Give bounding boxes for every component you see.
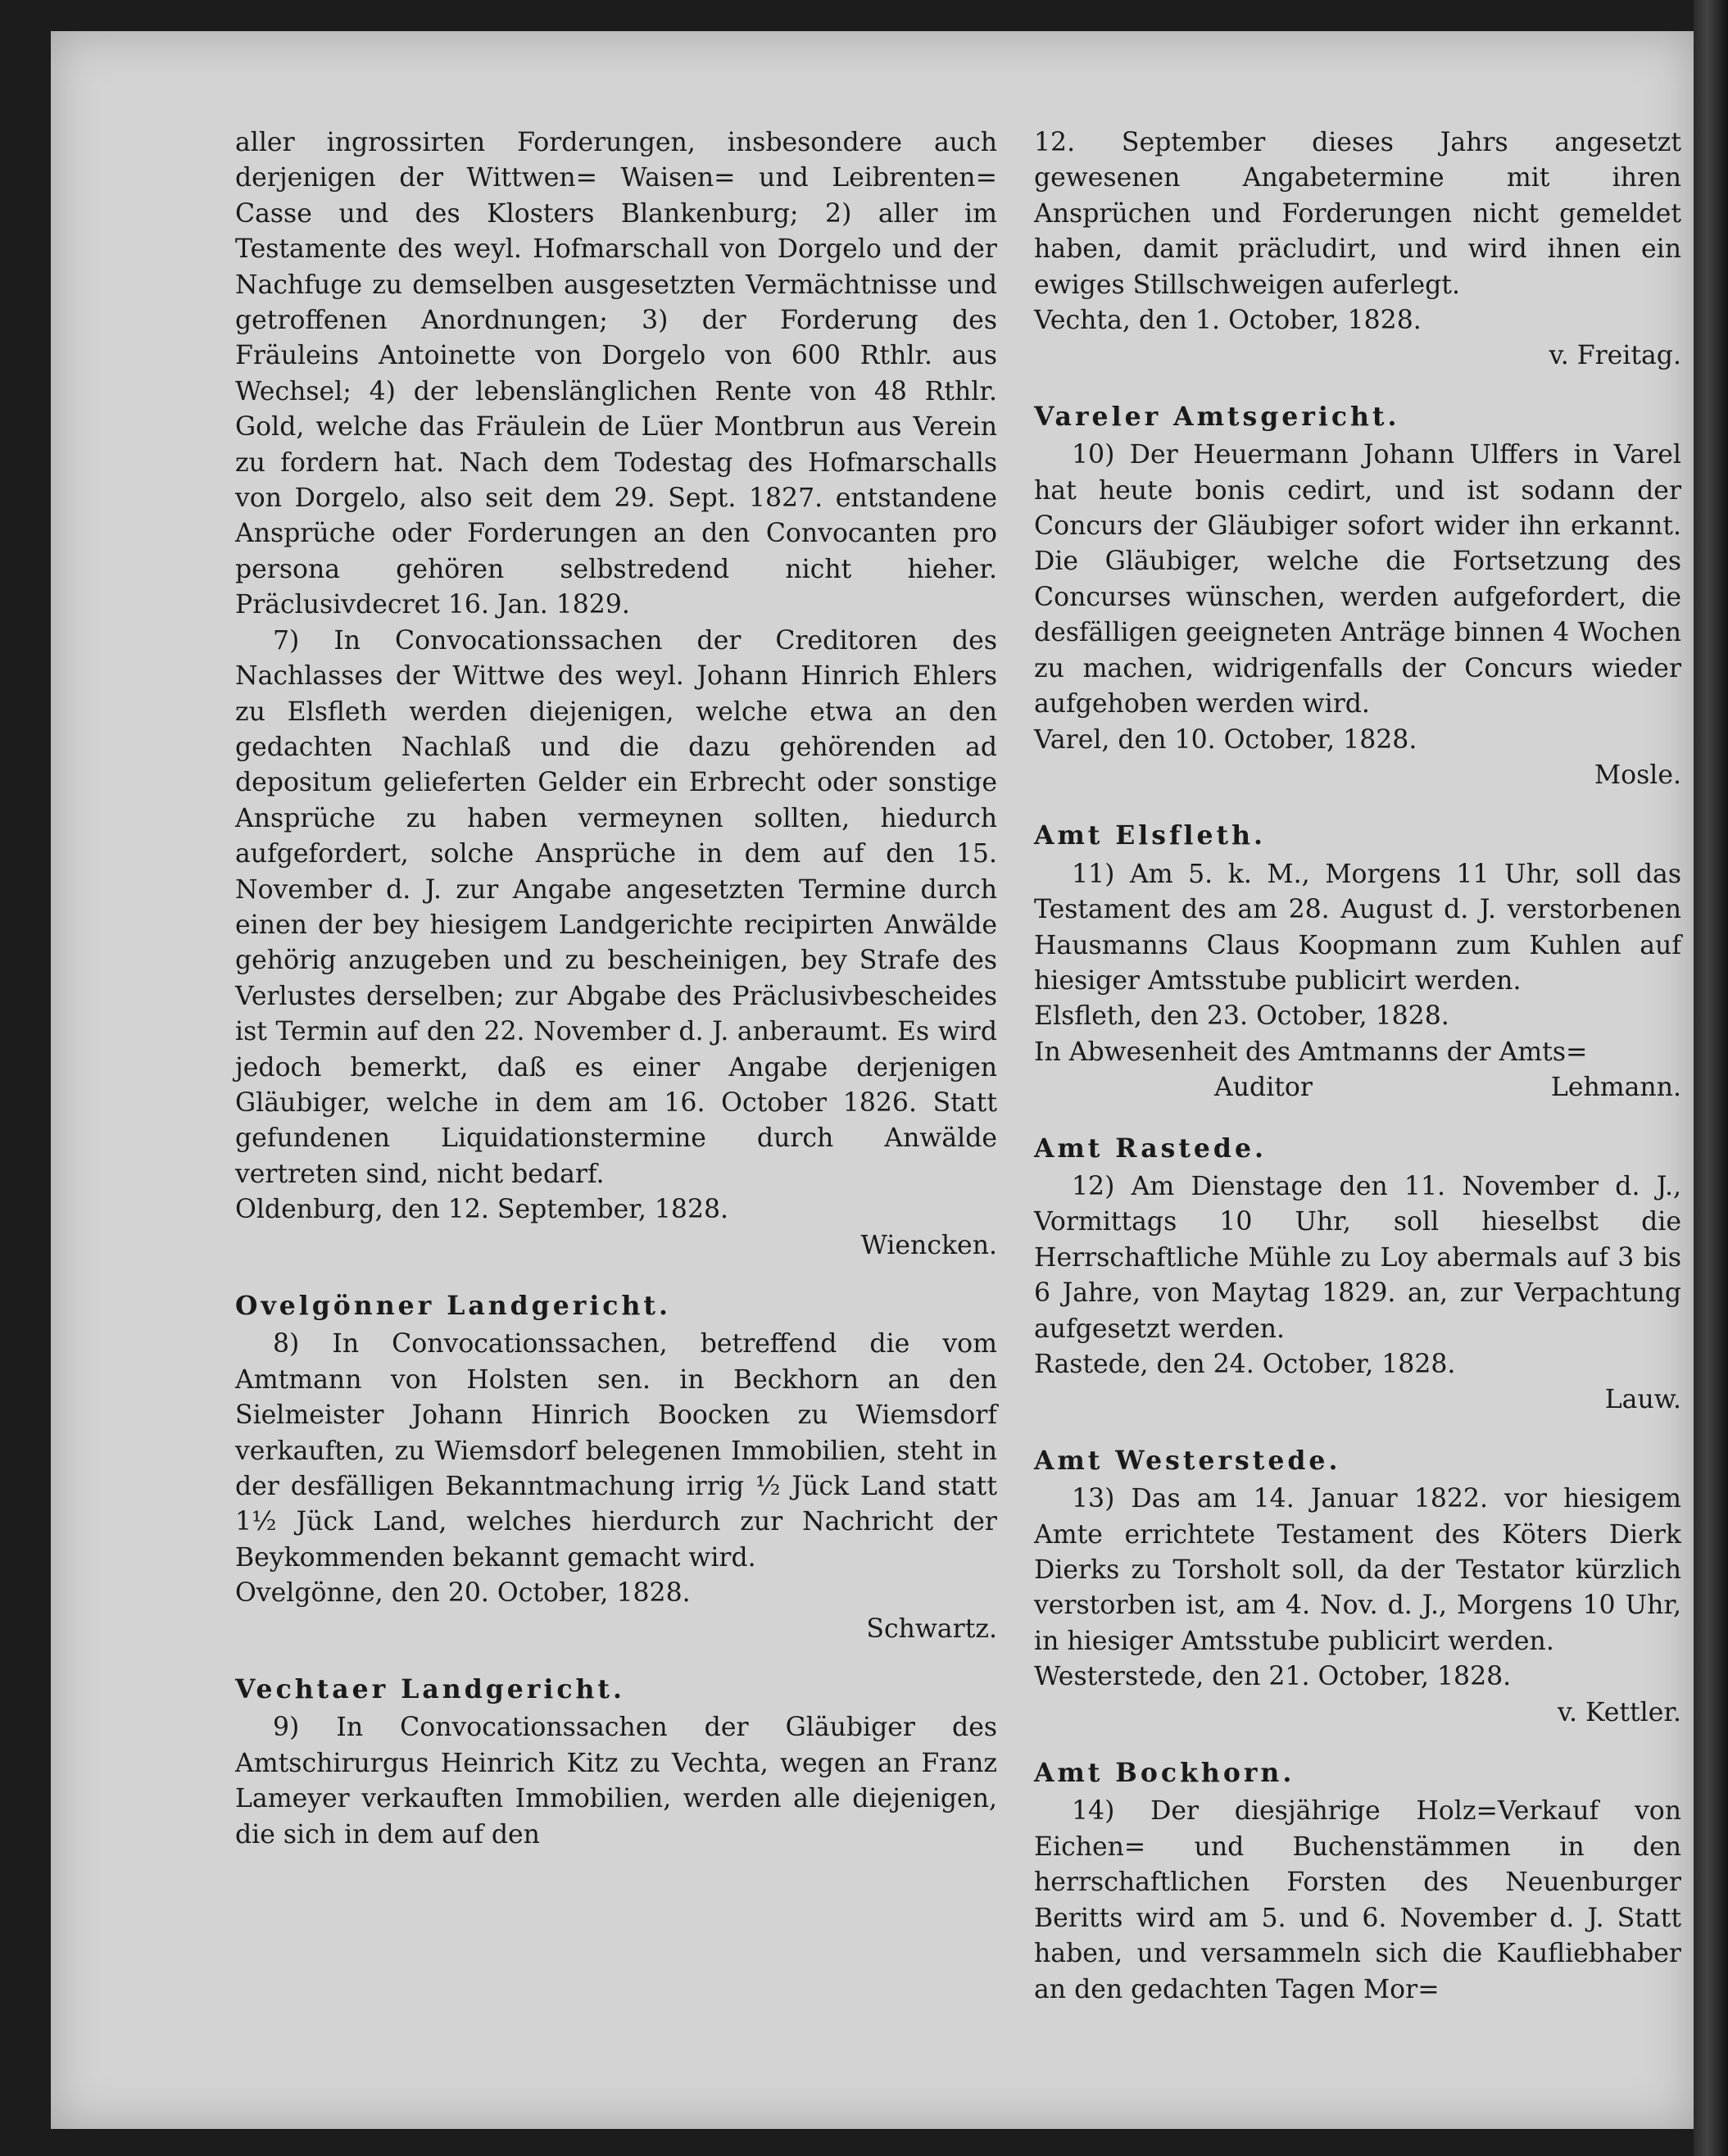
paragraph-9: 9) In Convocationssachen der Gläubiger des Amtschirurgus Heinrich Kitz zu Vechta, wegen an Franz Lameyer verkauften Immobilien, werden alle diejenigen, die sich in dem auf den: [235, 1713, 997, 1850]
place-date-oldenburg: Oldenburg, den 12. September, 1828.: [235, 1195, 729, 1225]
signer-schwartz: Schwartz.: [866, 1614, 997, 1644]
newspaper-page: [51, 31, 1694, 2129]
heading-varel: Vareler Amtsgericht.: [1034, 401, 1400, 432]
heading-bockhorn: Amt Bockhorn.: [1034, 1758, 1295, 1789]
place-date-westerstede: Westerstede, den 21. October, 1828.: [1034, 1662, 1512, 1692]
paragraph-creditors-dorgelo: aller ingrossirten Forderungen, insbesondere auch derjenigen der Wittwen= Waisen= und Leibrenten= Casse und des Klosters Blankenburg; 2) aller im Testamente des weyl. Hofmarschall von Dorgelo und der Nachfuge zu demselben ausgesetzten Vermächtnisse und getroffenen Anordnungen; 3) der Forderung des Fräuleins Antoinette von Dorgelo von 600 Rthlr. aus Wechsel; 4) der lebenslänglichen Rente von 48 Rthlr. Gold, welche das Fräulein de Lüer Montbrun aus Verein zu fordern hat. Nach dem Todestag des Hofmarschalls von Dorgelo, also seit dem 29. Sept. 1827. entstandene Ansprüche oder Forderungen an den Convocanten pro persona gehören selbstredend nicht hieher. Präclusivdecret 16. Jan. 1829.: [235, 128, 997, 620]
absence-note: In Abwesenheit des Amtmanns der Amts=: [1034, 1037, 1588, 1067]
heading-elsfleth: Amt Elsfleth.: [1034, 820, 1266, 851]
auditor-label: Auditor: [1214, 1073, 1313, 1103]
paragraph-10: 10) Der Heuermann Johann Ulffers in Varel hat heute bonis cedirt, und ist sodann der Concurs der Gläubiger sofort wider ihn erkannt. Die Gläubiger, welche die Fortsetzung des Concurses wünschen, werden aufgefordert, die desfälligen geeigneten Anträge binnen 4 Wochen zu machen, widrigenfalls der Concurs wieder aufgehoben werden wird.: [1034, 440, 1681, 719]
paragraph-12: 12) Am Dienstage den 11. November d. J., Vormittags 10 Uhr, soll hieselbst die Herrschaftliche Mühle zu Loy abermals auf 3 bis 6 Jahre, von Maytag 1829. an, zur Verpachtung aufgesetzt werden.: [1034, 1171, 1681, 1344]
place-date-rastede: Rastede, den 24. October, 1828.: [1034, 1350, 1456, 1379]
place-date-elsfleth: Elsfleth, den 23. October, 1828.: [1034, 1001, 1449, 1032]
paragraph-14: 14) Der diesjährige Holz=Verkauf von Eichen= und Buchenstämmen in den herrschaftlichen Forsten des Neuenburger Beritts wird am 5. und 6. November d. J. Statt haben, und versammeln sich die Kaufliebhaber an den gedachten Tagen Mor=: [1034, 1796, 1681, 2004]
paragraph-11: 11) Am 5. k. M., Morgens 11 Uhr, soll das Testament des am 28. August d. J. verstorbenen Hausmanns Claus Koopmann zum Kuhlen auf hiesiger Amtsstube publicirt werden.: [1034, 859, 1681, 996]
paragraph-8: 8) In Convocationssachen, betreffend die vom Amtmann von Holsten sen. in Beckhorn an den Sielmeister Johann Hinrich Boocken zu Wiemsdorf verkauften, zu Wiemsdorf belegenen Immobilien, steht in der desfälligen Bekanntmachung irrig ½ Jück Land statt 1½ Jück Land, welches hierdurch zur Nachricht der Beykommenden bekannt gemacht wird.: [235, 1329, 997, 1573]
signer-freitag: v. Freitag.: [1549, 341, 1681, 371]
paragraph-7: 7) In Convocationssachen der Creditoren des Nachlasses der Wittwe des weyl. Johann Hinrich Ehlers zu Elsfleth werden diejenigen, welche etwa an den gedachten Nachlaß und die dazu gehörenden ad depositum gelieferten Gelder ein Erbrecht oder sonstige Ansprüche zu haben vermeynen sollten, hiedurch aufgefordert, solche Ansprüche in dem auf den 15. November d. J. zur Angabe angesetzten Termine durch einen der bey hiesigem Landgerichte recipirten Anwälde gehörig anzugeben und zu bescheinigen, bey Strafe des Verlustes derselben; zur Abgabe des Präclusivbescheides ist Termin auf den 22. November d. J. anberaumt. Es wird jedoch bemerkt, daß es einer Angabe derjenigen Gläubiger, welche in dem am 16. October 1826. Statt gefundenen Liquidationstermine durch Anwälde vertreten sind, nicht bedarf.: [235, 625, 997, 1189]
place-date-varel: Varel, den 10. October, 1828.: [1034, 724, 1417, 755]
signer-lehmann: Lehmann.: [1550, 1073, 1681, 1103]
signer-lauw: Lauw.: [1604, 1385, 1681, 1415]
heading-vechta: Vechtaer Landgericht.: [235, 1674, 625, 1705]
paragraph-9-continued: 12. September dieses Jahrs angesetzt gewesenen Angabetermine mit ihren Ansprüchen und Forderungen nicht gemeldet haben, damit präcludirt, und wird ihnen ein ewiges Stillschweigen auferlegt.: [1034, 128, 1681, 300]
auditor-signature-row: [1034, 1070, 1681, 1105]
heading-ovelgonne: Ovelgönner Landgericht.: [235, 1291, 671, 1321]
place-date-vechta: Vechta, den 1. October, 1828.: [1034, 306, 1422, 336]
signer-kettler: v. Kettler.: [1557, 1697, 1681, 1727]
signer-mosle: Mosle.: [1594, 760, 1681, 790]
heading-rastede: Amt Rastede.: [1034, 1132, 1267, 1164]
place-date-ovelgonne: Ovelgönne, den 20. October, 1828.: [235, 1578, 691, 1609]
heading-westerstede: Amt Westerstede.: [1034, 1445, 1341, 1476]
right-column: [1034, 125, 1681, 2008]
scan-edge: [1694, 0, 1728, 2156]
left-column: [235, 125, 997, 1853]
signer-wiencken: Wiencken.: [860, 1230, 997, 1260]
paragraph-13: 13) Das am 14. Januar 1822. vor hiesigem Amte errichtete Testament des Köters Dierk Dierks zu Torsholt soll, da der Testator kürzlich verstorben ist, am 4. Nov. d. J., Morgens 10 Uhr, in hiesiger Amtsstube publicirt werden.: [1034, 1484, 1681, 1656]
